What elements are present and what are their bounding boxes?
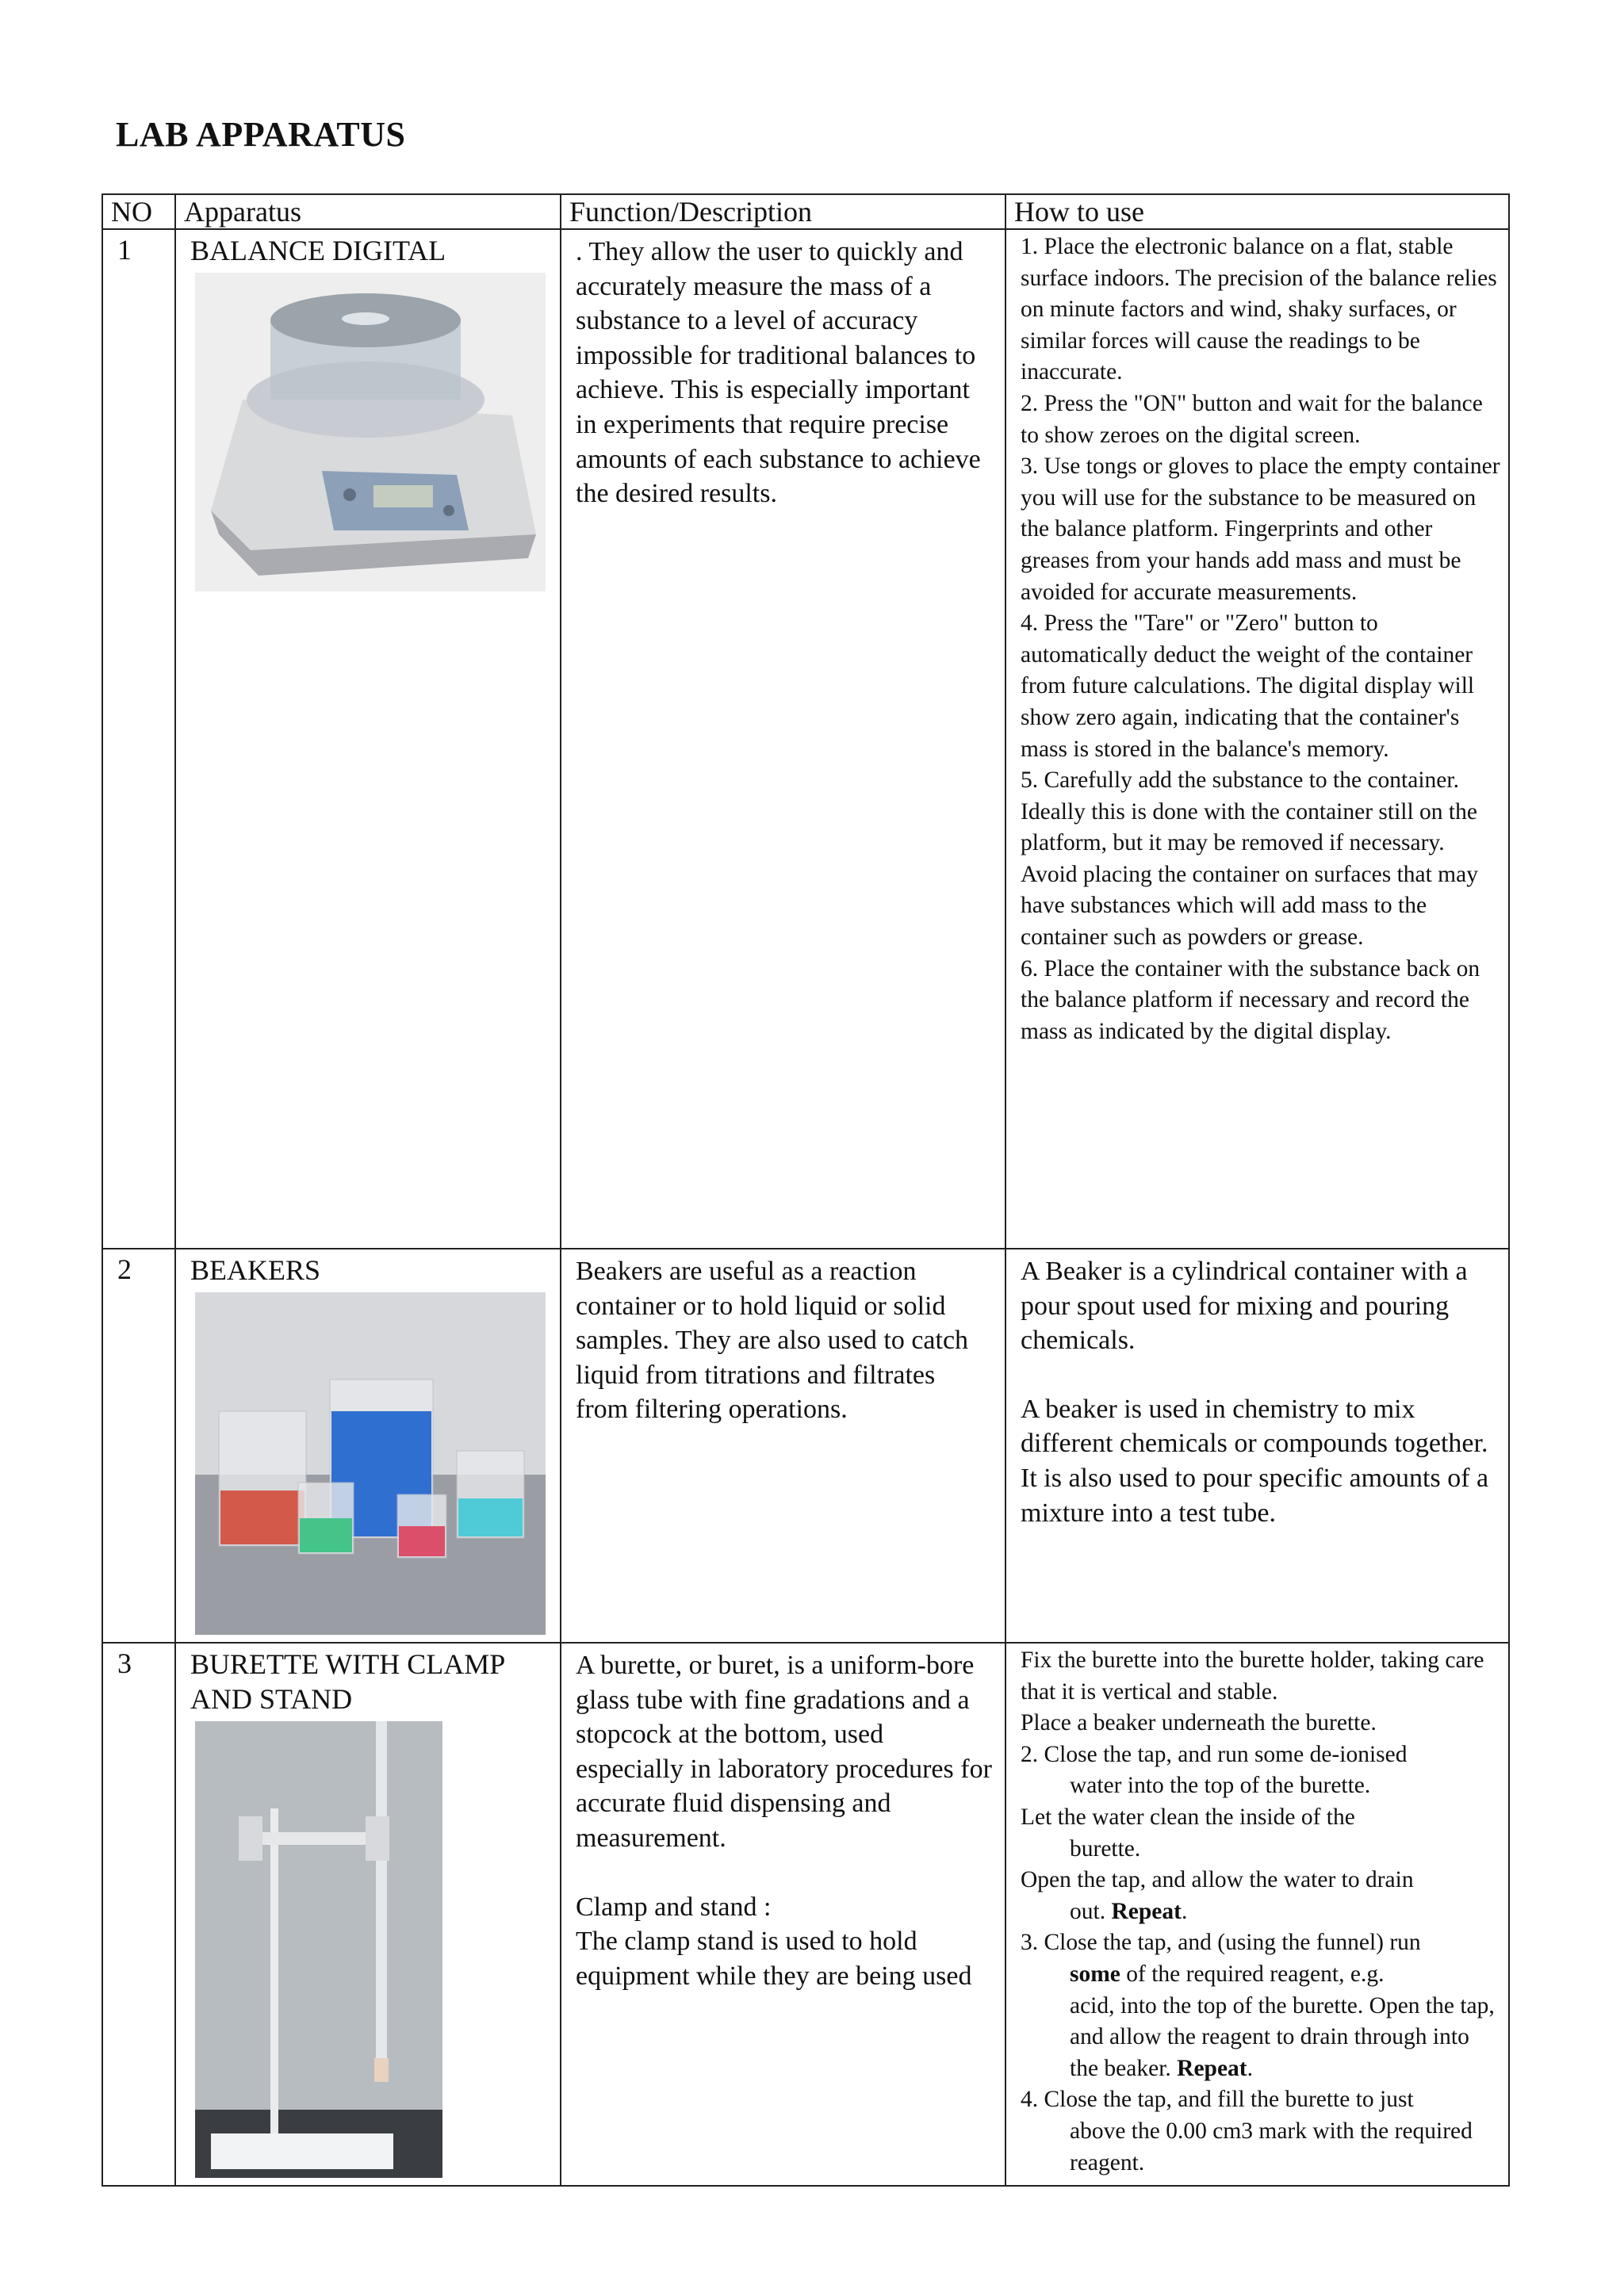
repeat-emphasis: Repeat	[1111, 1898, 1182, 1924]
step-continued: burette.	[1070, 1835, 1141, 1862]
step: Open the tap, and allow the water to drain	[1021, 1867, 1414, 1893]
step-continued: some of the required reagent, e.g.	[1070, 1961, 1385, 1987]
step: Let the water clean the inside of the	[1021, 1804, 1355, 1830]
clamp-stand-heading: Clamp and stand :	[576, 1892, 772, 1922]
step: Place a beaker underneath the burette.	[1021, 1710, 1377, 1736]
step: 2. Close the tap, and run some de-ionised	[1021, 1741, 1408, 1767]
burette-description: A burette, or buret, is a uniform-bore glass tube with fine gradations and a stopcock at the bottom, used especially in laboratory procedures for accurate fluid dispensing and measurement.	[576, 1651, 992, 1853]
step-continued: water into the top of the burette.	[1070, 1773, 1371, 1799]
apparatus-table	[102, 193, 1510, 2187]
step-continued: acid, into the top of the burette. Open the tap, and allow the reagent to drain through into the beaker. Repeat.	[1070, 1992, 1495, 2081]
repeat-emphasis: Repeat	[1177, 2055, 1247, 2081]
burette-stand-photo	[195, 1721, 552, 2182]
step: 3. Use tongs or gloves to place the empty container you will use for the substance to be measured on the balance platform. Fingerprints and other greases from your hands add mass and must be avoided for accurate measurements.	[1021, 453, 1500, 605]
header-how-to-use: How to use	[1005, 194, 1509, 229]
table-row	[102, 229, 1509, 1249]
header-no: NO	[102, 194, 175, 229]
step: 5. Carefully add the substance to the container. Ideally this is done with the container still on the platform, but it may be removed if necessary. Avoid placing the container on surfaces that may have substances which will add mass to the container such as powders or grease.	[1021, 767, 1478, 951]
how-to-use	[1006, 1644, 1508, 2179]
row-number: 3	[117, 1647, 132, 1679]
paragraph: A Beaker is a cylindrical container with a pour spout used for mixing and pouring chemicals.	[1021, 1257, 1468, 1356]
how-to-use	[1006, 230, 1508, 1047]
apparatus-name: BURETTE WITH CLAMP AND STAND	[190, 1648, 504, 1715]
header-function: Function/Description	[561, 194, 1005, 229]
clamp-stand-description: The clamp stand is used to hold equipment while they are being used	[576, 1927, 972, 1991]
step: Fix the burette into the burette holder, taking care that it is vertical and stable.	[1021, 1647, 1484, 1705]
function-description	[561, 1644, 1005, 1993]
table-row	[102, 1249, 1509, 1643]
header-apparatus: Apparatus	[175, 194, 561, 229]
how-to-use	[1006, 1249, 1508, 1530]
step: 1. Place the electronic balance on a flat, stable surface indoors. The precision of the balance relies on minute factors and wind, shaky surfaces, or similar forces will cause the readings to be inaccurate.	[1021, 234, 1497, 385]
apparatus-name: BEAKERS	[190, 1254, 321, 1286]
page-title: LAB APPARATUS	[116, 115, 406, 154]
beakers-photo	[195, 1292, 552, 1639]
function-description: Beakers are useful as a reaction container or to hold liquid or solid samples. They are also used to catch liquid from titrations and filtrates from filtering operations.	[576, 1257, 969, 1425]
step: 6. Place the container with the substance back on the balance platform if necessary and record the mass as indicated by the digital display.	[1021, 955, 1480, 1044]
row-number: 2	[117, 1253, 132, 1285]
step-continued: above the 0.00 cm3 mark with the required reagent.	[1070, 2118, 1473, 2175]
paragraph: A beaker is used in chemistry to mix different chemicals or compounds together. It is also used to pour specific amounts of a mixture into a test tube.	[1021, 1394, 1489, 1528]
table-row	[102, 1643, 1509, 2186]
step: 4. Press the "Tare" or "Zero" button to automatically deduct the weight of the container from future calculations. The digital display will show zero again, indicating that the container's mass is stored in the balance's memory.	[1021, 610, 1475, 762]
step-continued: out. Repeat.	[1070, 1898, 1188, 1924]
apparatus-name: BALANCE DIGITAL	[190, 235, 446, 266]
function-description: . They allow the user to quickly and accurately measure the mass of a substance to a level of accuracy impossible for traditional balances to achieve. This is especially important in experiments that require precise amounts of each substance to achieve the desired results.	[576, 237, 981, 509]
step: 3. Close the tap, and (using the funnel) run	[1021, 1930, 1421, 1956]
digital-balance-photo	[195, 273, 552, 595]
step: 2. Press the "ON" button and wait for the balance to show zeroes on the digital screen.	[1021, 390, 1483, 448]
step: 4. Close the tap, and fill the burette to just	[1021, 2087, 1414, 2113]
row-number: 1	[117, 234, 132, 266]
some-emphasis: some	[1070, 1961, 1120, 1987]
table-header-row	[102, 194, 1509, 229]
